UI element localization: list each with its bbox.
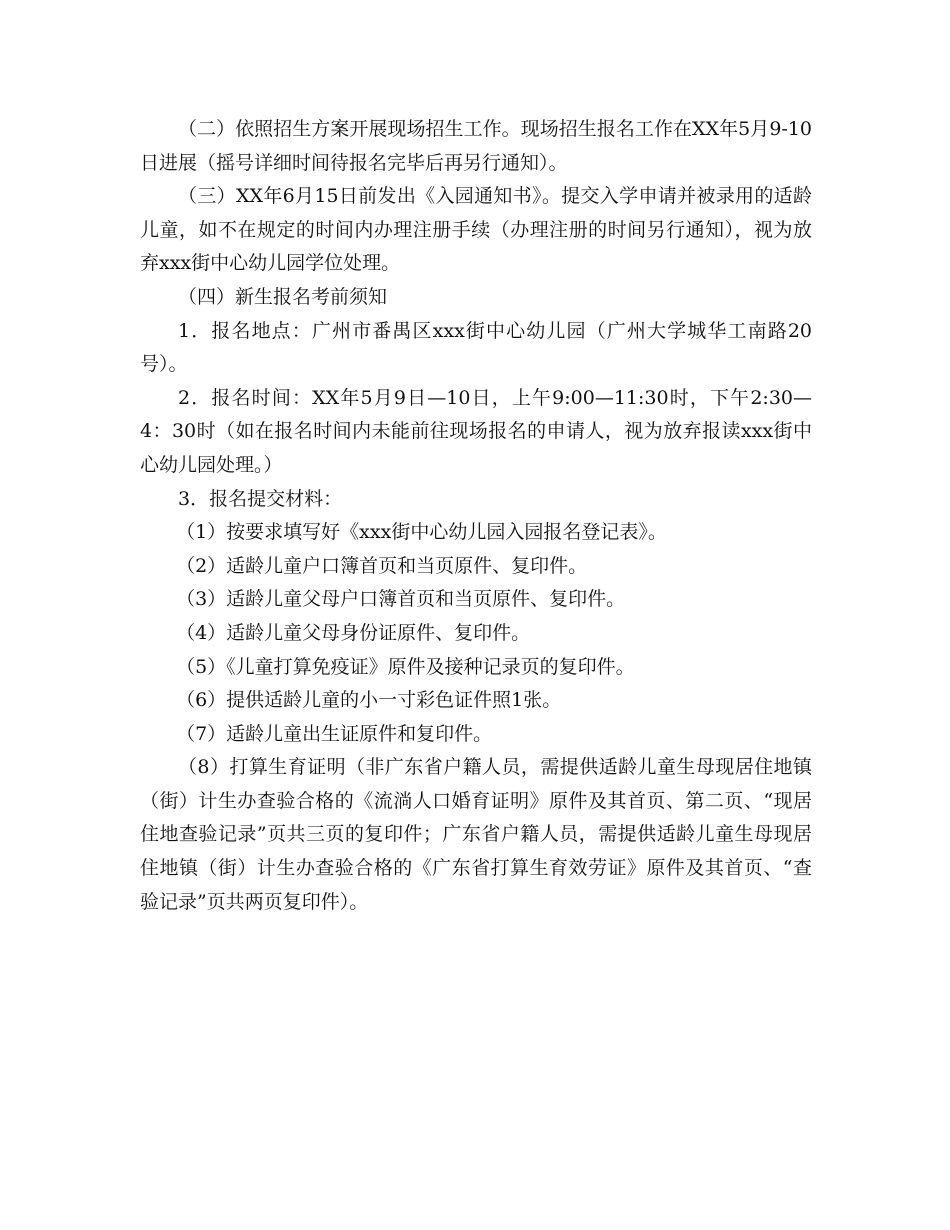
document-body bbox=[140, 113, 812, 919]
list-item-material-6: （6）提供适龄儿童的小一寸彩色证件照1张。 bbox=[176, 689, 562, 712]
paragraph-registration-location: 1．报名地点：广州市番禺区xxx街中心幼儿园（广州大学城华工南路20号）。 bbox=[140, 319, 812, 376]
list-item-material-7: （7）适龄儿童出生证原件和复印件。 bbox=[176, 722, 493, 745]
paragraph-onsite-enrollment: （二）依照招生方案开展现场招生工作。现场招生报名工作在XX年5月9-10日进展（摇号详细时间待报名完毕后再另行通知）。 bbox=[140, 118, 812, 174]
paragraph-registration-time: 2．报名时间：XX年5月9日—10日，上午9:00—11:30时，下午2:30—4：30时（如在报名时间内未能前往现场报名的申请人，视为放弃报读xxx街中心幼儿园处理。） bbox=[140, 386, 812, 476]
paragraph-admission-notice: （三）XX年6月15日前发出《入园通知书》。提交入学申请并被录用的适龄儿童，如不在规定的时间内办理注册手续（办理注册的时间另行通知），视为放弃xxx街中心幼儿园学位处理。 bbox=[140, 185, 812, 275]
list-item-material-3: （3）适龄儿童父母户口簿首页和当页原件、复印件。 bbox=[176, 588, 626, 611]
list-item-material-8: （8）打算生育证明（非广东省户籍人员，需提供适龄儿童生母现居住地镇（街）计生办查验合格的《流淌人口婚育证明》原件及其首页、第二页、“现居住地查验记录”页共三页的复印件；广东省户籍人员，需提供适龄儿童生母现居住地镇（街）计生办查验合格的《广东省打算生育效劳证》原件及其首页、“查验记录”页共两页复印件）。 bbox=[140, 756, 812, 913]
list-item-material-5: （5）《儿童打算免疫证》原件及接种记录页的复印件。 bbox=[176, 655, 635, 678]
list-item-material-2: （2）适龄儿童户口簿首页和当页原件、复印件。 bbox=[176, 554, 588, 577]
list-item-material-4: （4）适龄儿童父母身份证原件、复印件。 bbox=[176, 621, 531, 644]
paragraph-materials-heading: 3．报名提交材料： bbox=[178, 487, 343, 510]
paragraph-registration-notes-heading: （四）新生报名考前须知 bbox=[178, 285, 388, 308]
list-item-material-1: （1）按要求填写好《xxx街中心幼儿园入园报名登记表》。 bbox=[176, 521, 667, 544]
